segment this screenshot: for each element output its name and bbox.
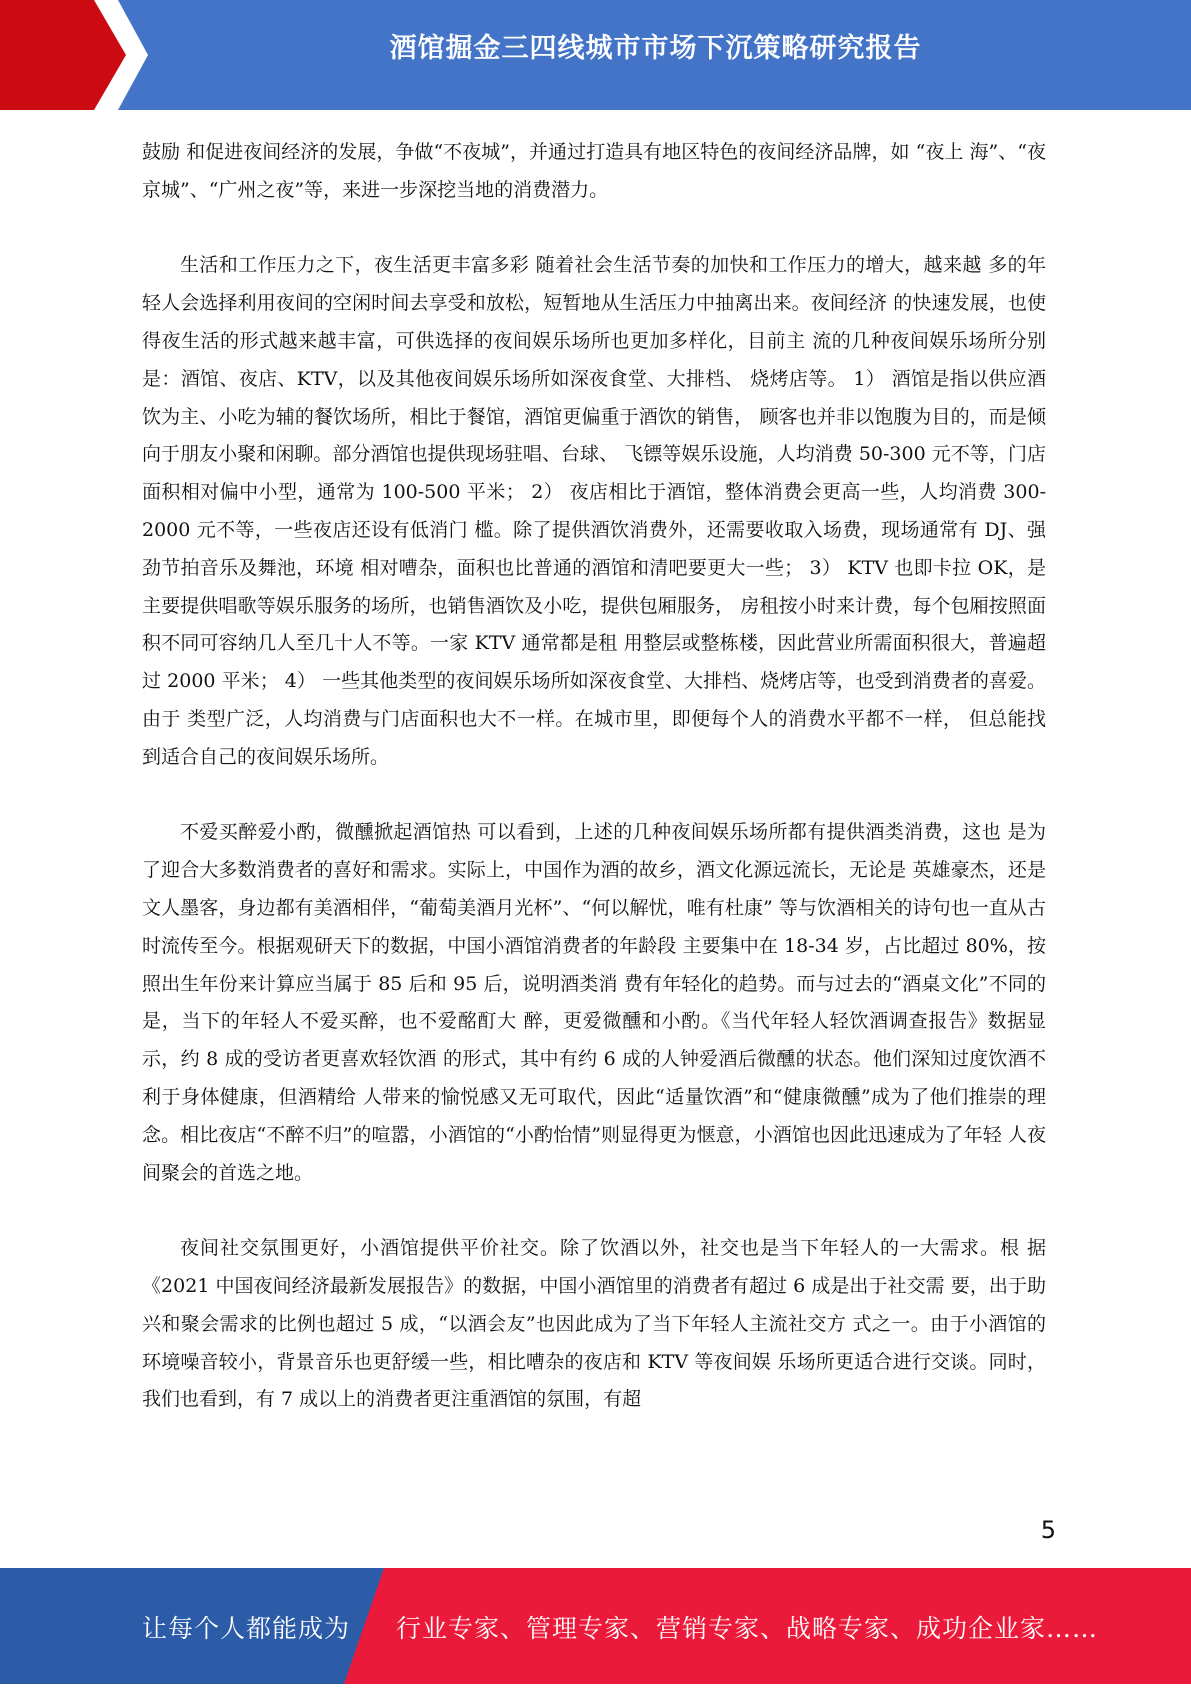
footer-slogan-right: 行业专家、管理专家、营销专家、战略专家、成功企业家…… xyxy=(396,1614,1099,1643)
paragraph-2: 生活和工作压力之下，夜生活更丰富多彩 随着社会生活节奏的加快和工作压力的增大，越来越 多的年轻人会选择利用夜间的空闲时间去享受和放松，短暂地从生活压力中抽离出来。夜间经济 的快速发展，也使得夜生活的形式越来越丰富，可供选择的夜间娱乐场所也更加多样化，目前主 流的几种夜间娱乐场所分别是：酒馆、夜店、KTV，以及其他夜间娱乐场所如深夜食堂、大排档、 烧烤店等。 1） 酒馆是指以供应酒饮为主、小吃为辅的餐饮场所，相比于餐馆，酒馆更偏重于酒饮的销售， 顾客也并非以饱腹为目的，而是倾向于朋友小聚和闲聊。部分酒馆也提供现场驻唱、台球、 飞镖等娱乐设施，人均消费 50-300 元不等，门店面积相对偏中小型，通常为 100-500 平米； 2） 夜店相比于酒馆，整体消费会更高一些，人均消费 300-2000 元不等，一些夜店还设有低消门 槛。除了提供酒饮消费外，还需要收取入场费，现场通常有 DJ、强劲节拍音乐及舞池，环境 相对嘈杂，面积也比普通的酒馆和清吧要更大一些； 3） KTV 也即卡拉 OK，是主要提供唱歌等娱乐服务的场所，也销售酒饮及小吃，提供包厢服务， 房租按小时来计费，每个包厢按照面积不同可容纳几人至几十人不等。一家 KTV 通常都是租 用整层或整栋楼，因此营业所需面积很大，普遍超过 2000 平米； 4） 一些其他类型的夜间娱乐场所如深夜食堂、大排档、烧烤店等，也受到消费者的喜爱。由于 类型广泛，人均消费与门店面积也大不一样。在城市里，即便每个人的消费水平都不一样， 但总能找到适合自己的夜间娱乐场所。 xyxy=(142,254,1046,768)
page-footer xyxy=(0,1568,1191,1684)
paragraph-1: 鼓励 和促进夜间经济的发展，争做“不夜城”，并通过打造具有地区特色的夜间经济品牌，如 “夜上 海”、“夜京城”、“广州之夜”等，来进一步深挖当地的消费潜力。 xyxy=(142,141,1046,201)
paragraph-4: 夜间社交氛围更好，小酒馆提供平价社交。除了饮酒以外，社交也是当下年轻人的一大需求。根 据《2021 中国夜间经济最新发展报告》的数据，中国小酒馆里的消费者有超过 6 成是出于社交需 要，出于助兴和聚会需求的比例也超过 5 成，“以酒会友”也因此成为了当下年轻人主流社交方 式之一。由于小酒馆的环境噪音较小，背景音乐也更舒缓一些，相比嘈杂的夜店和 KTV 等夜间娱 乐场所更适合进行交谈。同时，我们也看到，有 7 成以上的消费者更注重酒馆的氛围，有超 xyxy=(142,1237,1046,1411)
document-body xyxy=(142,134,1046,1419)
page-number: 5 xyxy=(1040,1516,1056,1544)
page-header xyxy=(0,0,1191,110)
footer-slogan-left: 让每个人都能成为 xyxy=(142,1614,351,1643)
report-title: 酒馆掘金三四线城市市场下沉策略研究报告 xyxy=(389,33,922,64)
header-chevron-decoration xyxy=(0,0,160,110)
paragraph-3: 不爱买醉爱小酌，微醺掀起酒馆热 可以看到，上述的几种夜间娱乐场所都有提供酒类消费，这也 是为了迎合大多数消费者的喜好和需求。实际上，中国作为酒的故乡，酒文化源远流长，无论是 英雄豪杰，还是文人墨客，身边都有美酒相伴，“葡萄美酒月光杯”、“何以解忧，唯有杜康” 等与饮酒相关的诗句也一直从古时流传至今。根据观研天下的数据，中国小酒馆消费者的年龄段 主要集中在 18-34 岁，占比超过 80%，按照出生年份来计算应当属于 85 后和 95 后，说明酒类消 费有年轻化的趋势。而与过去的“酒桌文化”不同的是，当下的年轻人不爱买醉，也不爱酩酊大 醉，更爱微醺和小酌。《当代年轻人轻饮酒调查报告》数据显示，约 8 成的受访者更喜欢轻饮酒 的形式，其中有约 6 成的人钟爱酒后微醺的状态。他们深知过度饮酒不利于身体健康，但酒精给 人带来的愉悦感又无可取代，因此“适量饮酒”和“健康微醺”成为了他们推崇的理念。相比夜店“不醉不归”的喧嚣，小酒馆的“小酌怡情”则显得更为惬意，小酒馆也因此迅速成为了年轻 人夜间聚会的首选之地。 xyxy=(142,821,1046,1184)
